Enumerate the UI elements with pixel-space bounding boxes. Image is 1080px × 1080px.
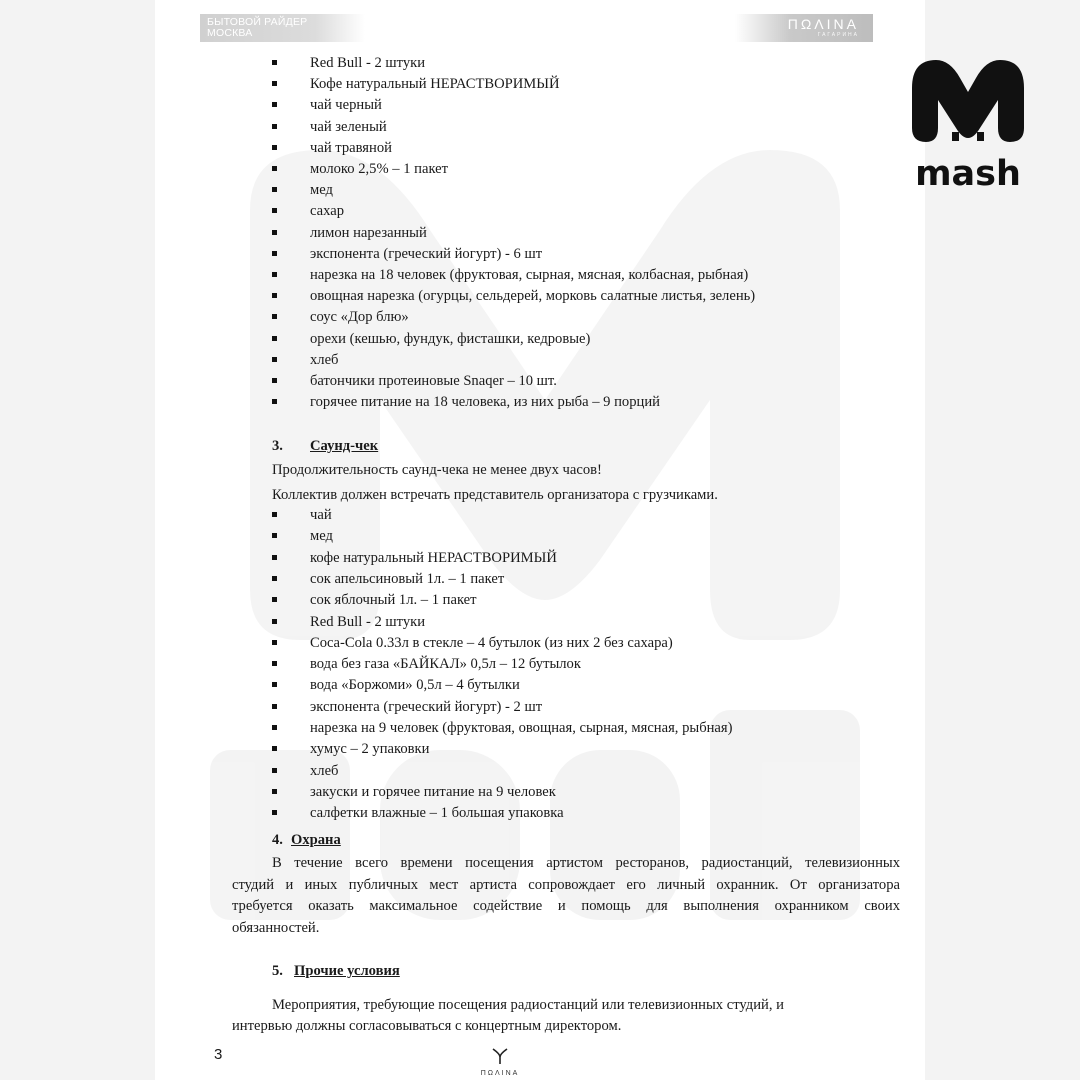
- bullet-square-icon: [272, 533, 277, 538]
- section3-heading: [272, 436, 379, 456]
- list-item-text: хлеб: [310, 762, 339, 779]
- footer-polina-logo: [478, 1048, 522, 1080]
- bullet-square-icon: [272, 336, 277, 341]
- list-item-text: соус «Дор блю»: [310, 309, 409, 326]
- list-item-text: Кофе натуральный НЕРАСТВОРИМЫЙ: [310, 76, 560, 93]
- list-item-text: лимон нарезанный: [310, 224, 427, 241]
- bullet-square-icon: [272, 512, 277, 517]
- section5-title: Прочие условия: [294, 963, 400, 979]
- list-item-text: овощная нарезка (огурцы, сельдерей, морковь салатные листья, зелень): [310, 288, 756, 305]
- bullet-square-icon: [272, 208, 277, 213]
- y-logo-icon: [492, 1048, 508, 1064]
- bullet-square-icon: [272, 661, 277, 666]
- bullet-square-icon: [272, 746, 277, 751]
- bullet-square-icon: [272, 555, 277, 560]
- list-item-text: Red Bull - 2 штуки: [310, 613, 426, 630]
- header-brand-sub: ГАГАРИНА: [817, 32, 859, 38]
- bullet-square-icon: [272, 102, 277, 107]
- mash-logo-text: mash: [915, 154, 1021, 190]
- bullet-square-icon: [272, 60, 277, 65]
- section3-duration: Продолжительность саунд-чека не менее двух часов!: [272, 462, 602, 478]
- list-item-text: Red Bull - 2 штуки: [310, 55, 426, 71]
- list-item-text: нарезка на 9 человек (фруктовая, овощная, сырная, мясная, рыбная): [310, 720, 733, 736]
- list-item-text: салфетки влажные – 1 большая упаковка: [310, 805, 564, 822]
- list-item-text: закуски и горячее питание на 9 человек: [310, 783, 556, 800]
- bullet-square-icon: [272, 704, 277, 709]
- list-item-text: мед: [310, 528, 333, 545]
- footer-brand: ПΩΛINA: [480, 1070, 520, 1077]
- list-item-text: батончики протеиновые Snaqer – 10 шт.: [310, 373, 557, 389]
- list-item-text: экспонента (греческий йогурт) - 2 шт: [310, 698, 543, 715]
- list-item-text: горячее питание на 18 человека, из них рыба – 9 порций: [310, 394, 660, 411]
- section5-heading: [272, 961, 400, 981]
- bullet-square-icon: [272, 640, 277, 645]
- page-number: 3: [214, 1046, 223, 1063]
- bullet-square-icon: [272, 187, 277, 192]
- list-item-text: сок яблочный 1л. – 1 пакет: [310, 592, 477, 609]
- bullet-square-icon: [272, 576, 277, 581]
- header-city: МОСКВА: [207, 27, 253, 39]
- bullet-square-icon: [272, 378, 277, 383]
- bullet-square-icon: [272, 682, 277, 687]
- list-item-text: молоко 2,5% – 1 пакет: [310, 161, 449, 177]
- bullet-square-icon: [272, 399, 277, 404]
- section5-line1: Мероприятия, требующие посещения радиостанций или телевизионных студий, и: [272, 997, 784, 1013]
- section4-line: обязанностей.: [232, 919, 320, 936]
- bullet-square-icon: [272, 810, 277, 815]
- list-item-text: чай черный: [310, 97, 382, 114]
- bullet-square-icon: [272, 725, 277, 730]
- section4-heading: [272, 830, 341, 850]
- list-item-text: сок апельсиновый 1л. – 1 пакет: [310, 570, 505, 587]
- bullet-square-icon: [272, 597, 277, 602]
- bullet-square-icon: [272, 314, 277, 319]
- section4-title: Охрана: [291, 832, 341, 848]
- section3-title: Саунд-чек: [310, 438, 379, 454]
- bullet-square-icon: [272, 293, 277, 298]
- list-item-text: орехи (кешью, фундук, фисташки, кедровые): [310, 330, 591, 347]
- bullet-square-icon: [272, 357, 277, 362]
- bullet-square-icon: [272, 251, 277, 256]
- list-item-text: хумус – 2 упаковки: [310, 741, 430, 758]
- section4-number: 4.: [272, 832, 283, 848]
- list-item-text: экспонента (греческий йогурт) - 6 шт: [310, 245, 543, 262]
- list-item-text: чай зеленый: [310, 118, 387, 135]
- bullet-square-icon: [272, 124, 277, 129]
- bullet-square-icon: [272, 768, 277, 773]
- list-item-text: сахар: [310, 203, 345, 220]
- bullet-square-icon: [272, 81, 277, 86]
- bullet-square-icon: [272, 230, 277, 235]
- list-item-text: нарезка на 18 человек (фруктовая, сырная, мясная, колбасная, рыбная): [310, 267, 749, 283]
- bullet-square-icon: [272, 272, 277, 277]
- header-title: БЫТОВОЙ РАЙДЕР: [207, 16, 308, 28]
- list-item-text: чай травяной: [310, 139, 392, 156]
- list-item-text: хлеб: [310, 351, 339, 368]
- list-item-text: мед: [310, 182, 333, 199]
- list-item-text: вода «Боржоми» 0,5л – 4 бутылки: [310, 677, 520, 694]
- bullet-square-icon: [272, 166, 277, 171]
- header-brand: ПΩΛINA: [787, 16, 859, 32]
- list-item-text: вода без газа «БАЙКАЛ» 0,5л – 12 бутылок: [310, 656, 581, 673]
- section5-number: 5.: [272, 963, 283, 979]
- section3-number: 3.: [272, 438, 283, 454]
- section3-greeting: Коллектив должен встречать представитель организатора с грузчиками.: [272, 487, 718, 503]
- list-item-text: кофе натуральный НЕРАСТВОРИМЫЙ: [310, 549, 557, 566]
- section4-line: требуется оказать максимальное содействие и помощь для выполнения охранником своих: [232, 898, 900, 914]
- section4-line: студий и иных публичных мест артиста сопровождает его личный охранник. От организатора: [232, 876, 900, 893]
- bullet-square-icon: [272, 789, 277, 794]
- bullet-square-icon: [272, 145, 277, 150]
- bullet-square-icon: [272, 619, 277, 624]
- section4-paragraph: [232, 853, 900, 939]
- list-item-text: Coca-Cola 0.33л в стекле – 4 бутылок (из них 2 без сахара): [310, 634, 673, 651]
- section5-line2: интервью должны согласовываться с концертным директором.: [232, 1018, 622, 1034]
- list-item-text: чай: [310, 507, 332, 523]
- section4-line: В течение всего времени посещения артистом ресторанов, радиостанций, телевизионных: [272, 855, 900, 871]
